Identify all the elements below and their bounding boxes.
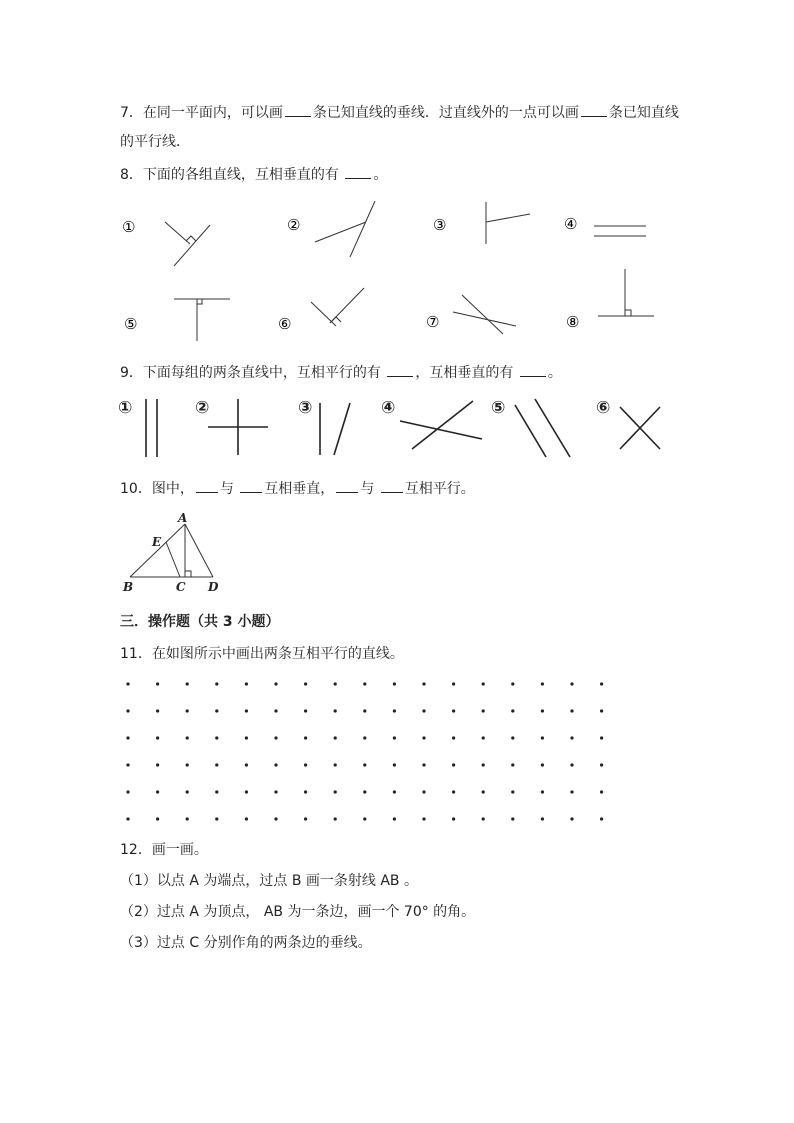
q10-text-2: 与 [219, 481, 234, 497]
q10-point-a: A [178, 511, 188, 525]
grid-dot[interactable] [570, 817, 573, 820]
q9-text-2: ，互相垂直的有 [415, 365, 514, 381]
grid-dot[interactable] [274, 682, 277, 685]
grid-dot[interactable] [245, 763, 248, 766]
grid-dot[interactable] [304, 763, 307, 766]
grid-dot[interactable] [541, 817, 544, 820]
q10-point-e: E [152, 535, 162, 549]
grid-dot[interactable] [482, 736, 485, 739]
q8-figures [110, 192, 670, 342]
grid-dot[interactable] [274, 736, 277, 739]
q8-question [120, 164, 387, 185]
q10-text-3: 互相垂直， [264, 481, 335, 497]
q8-fig-7 [453, 295, 516, 334]
q9-fig-4-line-a [400, 421, 482, 439]
q8-fig-6 [311, 288, 364, 326]
grid-dot[interactable] [452, 682, 455, 685]
grid-dot[interactable] [304, 736, 307, 739]
grid-dot[interactable] [126, 763, 129, 766]
grid-dot[interactable] [363, 817, 366, 820]
grid-dot[interactable] [600, 817, 603, 820]
q10-blank-1[interactable] [196, 478, 218, 493]
grid-dot[interactable] [511, 682, 514, 685]
grid-dot[interactable] [156, 763, 159, 766]
grid-dot[interactable] [304, 817, 307, 820]
q9-text-1: 9．下面每组的两条直线中，互相平行的有 [120, 365, 381, 381]
grid-dot[interactable] [541, 736, 544, 739]
q9-label-5: ⑤ [491, 398, 506, 418]
grid-dot[interactable] [126, 817, 129, 820]
grid-dot[interactable] [422, 763, 425, 766]
grid-dot[interactable] [570, 709, 573, 712]
q8-fig-2 [315, 201, 375, 257]
grid-dot[interactable] [422, 817, 425, 820]
q8-blank[interactable] [345, 164, 371, 179]
q10-blank-3[interactable] [336, 478, 358, 493]
grid-dot[interactable] [156, 709, 159, 712]
grid-dot[interactable] [186, 736, 189, 739]
grid-dot[interactable] [570, 736, 573, 739]
q9-blank-1[interactable] [387, 362, 413, 377]
grid-dot[interactable] [600, 790, 603, 793]
grid-dot[interactable] [393, 817, 396, 820]
grid-dot[interactable] [393, 709, 396, 712]
grid-dot[interactable] [393, 763, 396, 766]
q7-blank-2[interactable] [581, 102, 607, 117]
grid-dot[interactable] [304, 709, 307, 712]
grid-dot[interactable] [482, 682, 485, 685]
q9-fig-5-line-a [515, 405, 546, 457]
grid-dot[interactable] [215, 790, 218, 793]
grid-dot[interactable] [541, 763, 544, 766]
q10-right-angle-mark [185, 571, 191, 577]
grid-dot[interactable] [245, 736, 248, 739]
grid-dot[interactable] [363, 682, 366, 685]
grid-dot[interactable] [422, 736, 425, 739]
q7-text-3: 条已知直线 [608, 105, 679, 121]
grid-dot[interactable] [156, 682, 159, 685]
q10-segment-ec [166, 542, 180, 577]
q10-text-5: 互相平行。 [404, 481, 475, 497]
grid-dot[interactable] [215, 682, 218, 685]
q8-label-3: ③ [433, 216, 447, 234]
grid-dot[interactable] [363, 790, 366, 793]
grid-dot[interactable] [363, 763, 366, 766]
q8-fig-3 [486, 202, 530, 244]
q12-step-2: （2）过点 A 为顶点， AB 为一条边，画一个 70° 的角。 [120, 904, 476, 920]
grid-dot[interactable] [334, 682, 337, 685]
grid-dot[interactable] [541, 682, 544, 685]
grid-dot[interactable] [156, 817, 159, 820]
q8-fig-1 [165, 222, 210, 266]
grid-dot[interactable] [393, 682, 396, 685]
grid-dot[interactable] [186, 817, 189, 820]
grid-dot[interactable] [482, 817, 485, 820]
grid-dot[interactable] [126, 709, 129, 712]
q9-label-3: ③ [298, 398, 313, 418]
q9-question [120, 362, 562, 383]
grid-dot[interactable] [334, 709, 337, 712]
q8-label-7: ⑦ [426, 313, 440, 331]
q11-dot-grid[interactable] [120, 676, 620, 826]
grid-dot[interactable] [186, 682, 189, 685]
grid-dot[interactable] [600, 709, 603, 712]
q7-text-1: 7．在同一平面内，可以画 [120, 105, 283, 121]
grid-dot[interactable] [334, 817, 337, 820]
q10-text-4: 与 [360, 481, 375, 497]
grid-dot[interactable] [363, 736, 366, 739]
grid-dot[interactable] [274, 817, 277, 820]
grid-dot[interactable] [600, 682, 603, 685]
q10-blank-2[interactable] [240, 478, 262, 493]
grid-dot[interactable] [422, 790, 425, 793]
q10-blank-4[interactable] [381, 478, 403, 493]
q8-fig-4 [594, 226, 646, 236]
q9-suffix: 。 [547, 365, 562, 381]
grid-dot[interactable] [452, 790, 455, 793]
grid-dot[interactable] [215, 709, 218, 712]
grid-dot[interactable] [186, 763, 189, 766]
grid-dot[interactable] [511, 790, 514, 793]
q9-label-1: ① [118, 398, 133, 418]
grid-dot[interactable] [245, 790, 248, 793]
grid-dot[interactable] [334, 790, 337, 793]
q9-label-2: ② [195, 398, 210, 418]
grid-dot[interactable] [245, 817, 248, 820]
q9-label-4: ④ [381, 398, 396, 418]
grid-dot[interactable] [511, 736, 514, 739]
q8-text: 8．下面的各组直线，互相垂直的有 [120, 167, 339, 183]
grid-dot[interactable] [452, 736, 455, 739]
q8-label-4: ④ [564, 215, 578, 233]
grid-dot[interactable] [334, 763, 337, 766]
grid-dot[interactable] [156, 736, 159, 739]
q10-point-d: D [208, 580, 219, 594]
q8-label-5: ⑤ [124, 315, 138, 333]
grid-dot[interactable] [274, 790, 277, 793]
q10-point-c: C [176, 580, 186, 594]
grid-dot[interactable] [393, 790, 396, 793]
grid-dot[interactable] [304, 790, 307, 793]
q8-label-1: ① [122, 218, 136, 236]
q9-blank-2[interactable] [520, 362, 546, 377]
grid-dot[interactable] [511, 709, 514, 712]
grid-dot[interactable] [274, 763, 277, 766]
grid-dot[interactable] [570, 763, 573, 766]
grid-dot[interactable] [452, 763, 455, 766]
grid-dot[interactable] [541, 790, 544, 793]
grid-dot[interactable] [541, 709, 544, 712]
grid-dot[interactable] [304, 682, 307, 685]
q11-question: 11．在如图所示中画出两条互相平行的直线。 [120, 646, 404, 662]
section-3-title: 三．操作题（共 3 小题） [120, 614, 280, 630]
grid-dot[interactable] [126, 790, 129, 793]
grid-dot[interactable] [245, 709, 248, 712]
q8-label-2: ② [287, 216, 301, 234]
q7-text-2: 条已知直线的垂线．过直线外的一点可以画 [312, 105, 579, 121]
grid-dot[interactable] [334, 736, 337, 739]
q10-segment-ad [185, 524, 213, 577]
grid-dot[interactable] [274, 709, 277, 712]
q7-blank-1[interactable] [285, 102, 311, 117]
grid-dot[interactable] [215, 763, 218, 766]
q9-label-6: ⑥ [596, 398, 611, 418]
grid-dot[interactable] [126, 682, 129, 685]
q8-suffix: 。 [373, 167, 388, 183]
q10-text-1: 10．图中， [120, 481, 194, 497]
q9-fig-3-line-b [334, 403, 350, 455]
q8-fig-5 [174, 299, 230, 341]
grid-dot[interactable] [511, 763, 514, 766]
q12-step-1: （1）以点 A 为端点，过点 B 画一条射线 AB 。 [120, 873, 418, 889]
grid-dot[interactable] [570, 790, 573, 793]
q8-label-6: ⑥ [278, 315, 292, 333]
q12-step-3: （3）过点 C 分别作角的两条边的垂线。 [120, 935, 372, 951]
grid-dot[interactable] [600, 736, 603, 739]
q7-line2: 的平行线． [120, 134, 190, 150]
q10-triangle-figure [118, 510, 228, 598]
q7-line1 [120, 102, 679, 123]
q8-fig-8 [598, 269, 654, 316]
grid-dot[interactable] [393, 736, 396, 739]
grid-dot[interactable] [452, 817, 455, 820]
grid-dot[interactable] [186, 790, 189, 793]
grid-dot[interactable] [570, 682, 573, 685]
grid-dot[interactable] [245, 682, 248, 685]
grid-dot[interactable] [363, 709, 366, 712]
q12-title: 12．画一画。 [120, 842, 208, 858]
grid-dot[interactable] [482, 790, 485, 793]
grid-dot[interactable] [126, 736, 129, 739]
grid-dot[interactable] [452, 709, 455, 712]
grid-dot[interactable] [422, 682, 425, 685]
q9-figures [112, 395, 672, 461]
grid-dot[interactable] [482, 763, 485, 766]
q10-question [120, 478, 475, 499]
grid-dot[interactable] [422, 709, 425, 712]
q8-label-8: ⑧ [566, 313, 580, 331]
q10-point-b: B [123, 580, 134, 594]
grid-dot[interactable] [215, 817, 218, 820]
grid-dot[interactable] [215, 736, 218, 739]
grid-dot[interactable] [511, 817, 514, 820]
grid-dot[interactable] [186, 709, 189, 712]
grid-dot[interactable] [156, 790, 159, 793]
grid-dot[interactable] [482, 709, 485, 712]
grid-dot[interactable] [600, 763, 603, 766]
